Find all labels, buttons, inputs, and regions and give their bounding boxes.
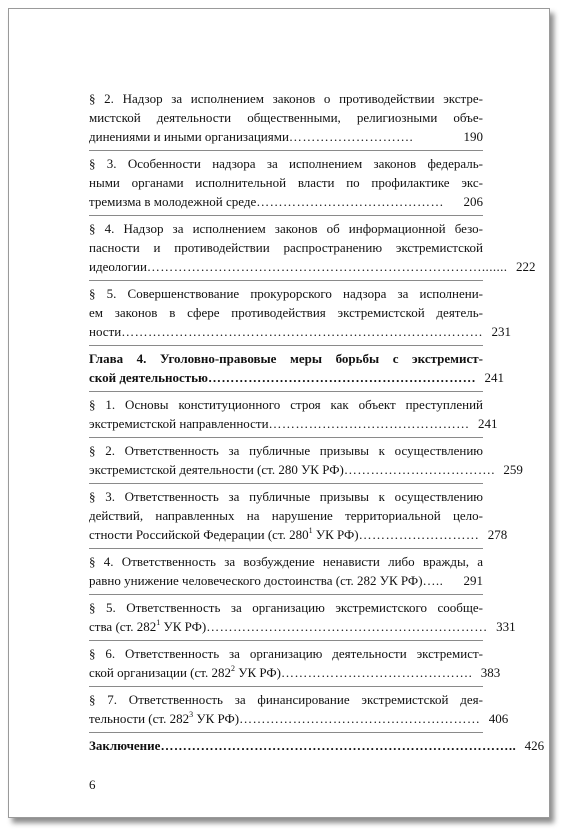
toc-entry-line xyxy=(89,617,516,636)
toc-entry-line: § 5. Ответственность за организацию экстремистского сообще- xyxy=(89,600,483,615)
book-page xyxy=(8,8,550,818)
dot-leader: …………………………………………………………………....... xyxy=(146,259,508,274)
dot-leader: …………………………………………………………………….. xyxy=(160,738,517,753)
toc-entry-text: ской организации (ст. $282^2$ УК РФ) xyxy=(89,663,281,680)
toc-page-number: 291 xyxy=(463,573,483,588)
toc-entry-line: § 6. Ответственность за организацию деятельности экстремист- xyxy=(89,646,483,661)
toc-entry-text: стности Российской Федерации (ст. $280^1$ УК РФ) xyxy=(89,525,359,542)
dot-leader: …………………………………………………… xyxy=(208,370,476,385)
toc-entry-text: ской деятельностью xyxy=(89,370,208,385)
toc-entry[interactable] xyxy=(89,150,483,215)
table-of-contents xyxy=(89,89,545,759)
toc-entry-text: тремизма в молодежной среде xyxy=(89,194,257,209)
toc-entry-line: § 7. Ответственность за финансирование экстремистской дея- xyxy=(89,692,483,707)
toc-entry-line xyxy=(89,192,483,211)
toc-page-number: 331 xyxy=(496,619,516,634)
toc-chapter-entry[interactable] xyxy=(89,345,504,391)
toc-entry-line: Глава 4. Уголовно-правовые меры борьбы с экстремист- xyxy=(89,351,483,366)
toc-entry-text: ности xyxy=(89,324,122,339)
toc-entry-text: идеологии xyxy=(89,259,147,274)
toc-entry-line xyxy=(89,663,501,682)
dot-leader: ……………………………………… xyxy=(268,416,470,431)
toc-entry[interactable] xyxy=(89,89,483,150)
toc-entry-line: § 3. Ответственность за публичные призывы к осуществлению xyxy=(89,489,483,504)
toc-entry-line: § 4. Ответственность за возбуждение ненависти либо вражды, а xyxy=(89,554,483,569)
toc-page-number: 222 xyxy=(515,259,536,274)
toc-chapter-entry[interactable] xyxy=(89,732,545,759)
toc-entry-line: § 4. Надзор за исполнением законов об информационной безо- xyxy=(89,221,483,236)
toc-page-number: 231 xyxy=(491,324,512,339)
dot-leader: …………………………………… xyxy=(256,194,444,209)
toc-entry[interactable] xyxy=(89,391,498,437)
toc-page-number: 383 xyxy=(480,665,501,680)
toc-entry-line xyxy=(89,414,498,433)
toc-entry-line: ем законов в сфере противодействия экстремистской деятель- xyxy=(89,305,483,320)
toc-entry-line: § 3. Особенности надзора за исполнением законов федераль- xyxy=(89,156,483,171)
toc-entry-line xyxy=(89,525,508,544)
toc-page-number: 426 xyxy=(524,738,545,753)
toc-entry[interactable] xyxy=(89,686,509,732)
toc-entry-line: § 2. Надзор за исполнением законов о противодействии экстре- xyxy=(89,91,483,106)
toc-entry-text: экстремистской деятельности (ст. 280 УК РФ) xyxy=(89,462,344,477)
dot-leader: ….. xyxy=(422,573,444,588)
toc-entry-line xyxy=(89,322,512,341)
toc-entry-line xyxy=(89,257,536,276)
toc-entry-line: ными органами исполнительной власти по профилактике экс- xyxy=(89,175,483,190)
toc-entry-line: § 1. Основы конституционного строя как объект преступлений xyxy=(89,397,483,412)
toc-page-number: 406 xyxy=(488,711,509,726)
toc-entry-line: мистской деятельности общественными, религиозными объе- xyxy=(89,110,483,125)
toc-entry[interactable] xyxy=(89,280,512,345)
toc-entry-text: равно унижение человеческого достоинства (ст. 282 УК РФ) xyxy=(89,573,423,588)
toc-entry-line: § 2. Ответственность за публичные призывы к осуществлению xyxy=(89,443,483,458)
toc-page-number: 241 xyxy=(484,370,504,385)
toc-entry-line xyxy=(89,709,509,728)
toc-entry-line xyxy=(89,460,523,479)
toc-entry[interactable] xyxy=(89,483,508,548)
toc-entry-text: Заключение xyxy=(89,738,161,753)
toc-entry[interactable] xyxy=(89,437,523,483)
toc-entry[interactable] xyxy=(89,548,483,594)
toc-entry-line xyxy=(89,736,545,755)
toc-entry-line: § 5. Совершенствование прокурорского надзора за исполнени- xyxy=(89,286,483,301)
dot-leader: ……………………………………………… xyxy=(239,711,481,726)
toc-entry-line xyxy=(89,368,504,387)
toc-entry[interactable] xyxy=(89,215,536,280)
dot-leader: ……………………………………. xyxy=(280,665,473,680)
toc-page-number: 190 xyxy=(463,129,483,144)
toc-entry-line: действий, направленных на нарушение территориальной цело- xyxy=(89,508,483,523)
dot-leader: ……………………………………………………… xyxy=(206,619,488,634)
toc-entry[interactable] xyxy=(89,640,501,686)
toc-entry-line xyxy=(89,571,483,590)
dot-leader: ……………………………………………………………………… xyxy=(121,324,484,339)
toc-page-number: 278 xyxy=(487,527,508,542)
toc-entry-text: динениями и иными организациями xyxy=(89,129,289,144)
toc-entry-line xyxy=(89,127,483,146)
dot-leader: ……………………… xyxy=(358,527,480,542)
toc-entry-line: пасности и противодействии распространению экстремистской xyxy=(89,240,483,255)
toc-entry[interactable] xyxy=(89,594,516,640)
toc-entry-text: тельности (ст. $282^3$ УК РФ) xyxy=(89,709,240,726)
toc-entry-text: ства (ст. $282^1$ УК РФ) xyxy=(89,617,207,634)
toc-page-number: 259 xyxy=(503,462,523,477)
toc-page-number: 206 xyxy=(463,194,483,209)
dot-leader: ………………………. xyxy=(288,129,414,144)
toc-entry-text: экстремистской направленности xyxy=(89,416,269,431)
toc-page-number: 241 xyxy=(478,416,498,431)
dot-leader: ……………………………. xyxy=(343,462,495,477)
page-number: 6 xyxy=(89,777,96,792)
